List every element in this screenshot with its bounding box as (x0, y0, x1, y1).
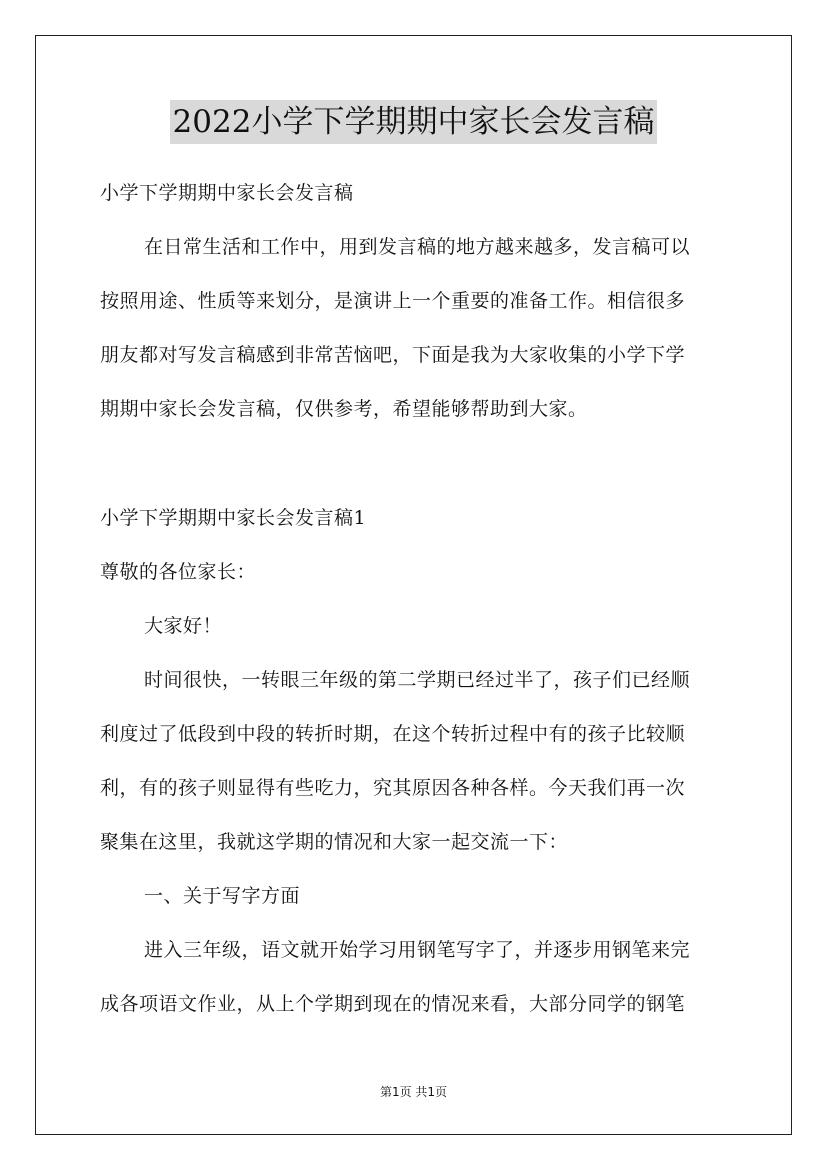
para1-line-2: 利度过了低段到中段的转折时期，在这个转折过程中有的孩子比较顺 (100, 723, 686, 745)
para2-line-1: 进入三年级，语文就开始学习用钢笔写字了，并逐步用钢笔来完 (144, 939, 691, 961)
document-title (0, 100, 827, 144)
para1-line-1: 时间很快，一转眼三年级的第二学期已经过半了，孩子们已经顺 (144, 669, 691, 691)
salutation: 尊敬的各位家长： (100, 561, 257, 583)
section-heading: 小学下学期期中家长会发言稿1 (100, 507, 367, 529)
document-title-text: 2022小学下学期期中家长会发言稿 (170, 100, 658, 144)
intro-line-1: 在日常生活和工作中，用到发言稿的地方越来越多，发言稿可以 (144, 236, 691, 258)
page-footer: 第1页 共1页 (379, 1085, 448, 1099)
subheading: 一、关于写字方面 (144, 885, 301, 907)
intro-line-4: 期期中家长会发言稿，仅供参考，希望能够帮助到大家。 (100, 398, 588, 420)
intro-line-3: 朋友都对写发言稿感到非常苦恼吧，下面是我为大家收集的小学下学 (100, 344, 686, 366)
intro-line-2: 按照用途、性质等来划分，是演讲上一个重要的准备工作。相信很多 (100, 290, 686, 312)
document-heading: 小学下学期期中家长会发言稿 (100, 182, 354, 204)
para1-line-3: 利，有的孩子则显得有些吃力，究其原因各种各样。今天我们再一次 (100, 777, 686, 799)
para2-line-2: 成各项语文作业，从上个学期到现在的情况来看，大部分同学的钢笔 (100, 993, 686, 1015)
para1-line-4: 聚集在这里，我就这学期的情况和大家一起交流一下： (100, 831, 569, 853)
greeting: 大家好！ (144, 615, 223, 637)
